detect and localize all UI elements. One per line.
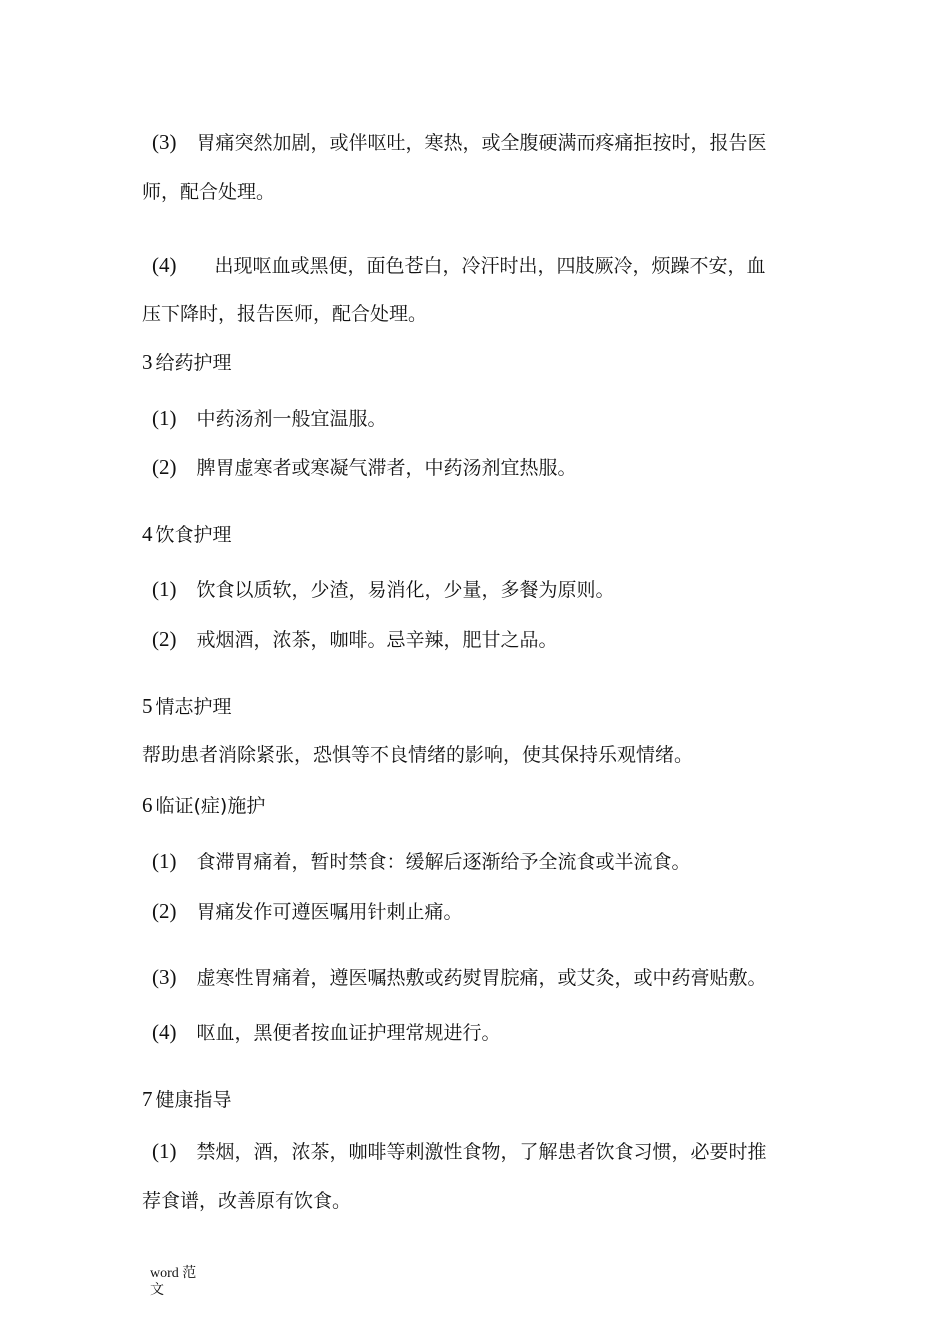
section-heading: 7 健康指导: [142, 1087, 232, 1111]
item-text: 出现呕血或黑便，面色苍白，冷汗时出，四肢厥冷，烦躁不安，血: [214, 255, 766, 277]
list-item: (3) 虚寒性胃痛着，遵医嘱热敷或药熨胃脘痛，或艾灸，或中药膏贴敷。: [152, 965, 767, 989]
list-item: (2) 脾胃虚寒者或寒凝气滞者，中药汤剂宜热服。: [152, 455, 577, 479]
item-text-continuation: 荐食谱，改善原有饮食。: [142, 1190, 352, 1212]
section-heading: 4 饮食护理: [142, 522, 232, 546]
section-heading: 6 临证(症)施护: [142, 793, 266, 817]
list-item: (1) 食滞胃痛着，暂时禁食：缓解后逐渐给予全流食或半流食。: [152, 849, 691, 873]
item-text-continuation: 师，配合处理。: [142, 181, 276, 203]
list-item: (1) 饮食以质软，少渣，易消化，少量，多餐为原则。: [152, 577, 615, 601]
list-item: [152, 130, 767, 155]
item-number: (4): [152, 253, 177, 277]
list-item: [152, 253, 766, 278]
item-number: (3): [152, 130, 177, 154]
list-item: (2) 戒烟酒，浓茶，咖啡。忌辛辣，肥甘之品。: [152, 627, 558, 651]
paragraph: 帮助患者消除紧张，恐惧等不良情绪的影响，使其保持乐观情绪。: [142, 744, 694, 766]
item-text: 胃痛突然加剧，或伴呕吐，寒热，或全腹硬满而疼痛拒按时，报告医: [196, 132, 767, 154]
page-footer: word 范文: [150, 1266, 197, 1298]
section-heading: 5 情志护理: [142, 694, 232, 718]
list-item: (1) 中药汤剂一般宜温服。: [152, 406, 387, 430]
list-item: (4) 呕血，黑便者按血证护理常规进行。: [152, 1020, 501, 1044]
section-heading: 3 给药护理: [142, 350, 232, 374]
list-item: (1) 禁烟，酒，浓茶，咖啡等刺激性食物，了解患者饮食习惯，必要时推: [152, 1139, 767, 1163]
list-item: (2) 胃痛发作可遵医嘱用针刺止痛。: [152, 899, 463, 923]
item-text-continuation: 压下降时，报告医师，配合处理。: [142, 303, 428, 325]
